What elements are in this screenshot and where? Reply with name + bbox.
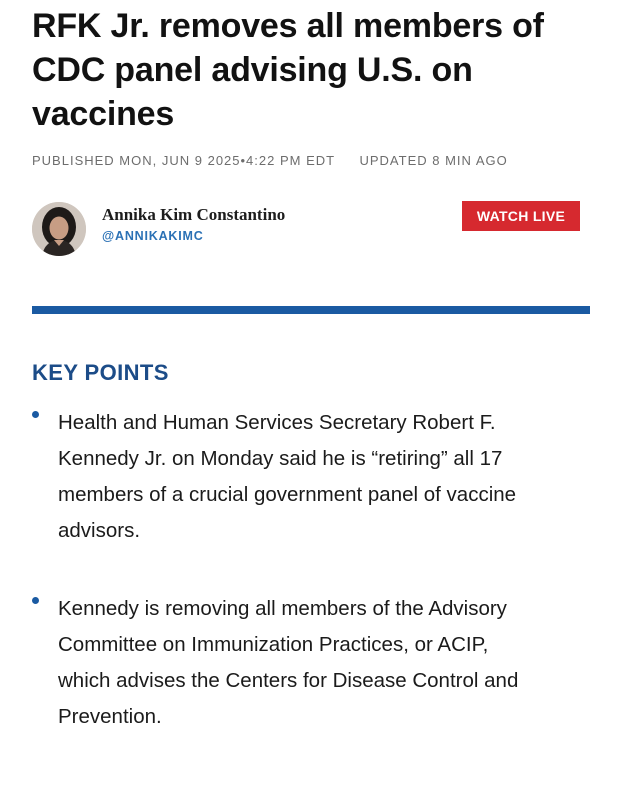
key-points-list <box>32 405 592 735</box>
updated-timestamp: UPDATED 8 MIN AGO <box>359 153 508 168</box>
key-point-item <box>32 591 592 735</box>
author-avatar[interactable] <box>32 202 86 256</box>
section-divider <box>32 306 590 314</box>
bullet-icon <box>32 411 39 418</box>
key-point-text: Kennedy is removing all members of the Advisory Committee on Immunization Practices, or ACIP, which advises the Centers for Disease Control and Prevention. <box>58 597 519 728</box>
author-name[interactable]: Annika Kim Constantino <box>102 205 286 224</box>
published-timestamp: PUBLISHED MON, JUN 9 2025•4:22 PM EDT <box>32 153 335 168</box>
author-handle-link[interactable]: @ANNIKAKIMC <box>102 229 204 243</box>
article-dateline <box>32 153 602 168</box>
watch-live-button[interactable]: WATCH LIVE <box>462 201 580 231</box>
author-byline <box>32 200 592 260</box>
key-point-item <box>32 405 592 549</box>
key-point-text: Health and Human Services Secretary Robert F. Kennedy Jr. on Monday said he is “retiring” all 17 members of a crucial government panel of vaccine advisors. <box>58 411 517 542</box>
key-points-heading: KEY POINTS <box>32 360 169 385</box>
author-photo-icon <box>32 202 86 256</box>
bullet-icon <box>32 597 39 604</box>
article-headline: RFK Jr. removes all members of CDC panel advising U.S. on vaccines <box>32 7 544 133</box>
